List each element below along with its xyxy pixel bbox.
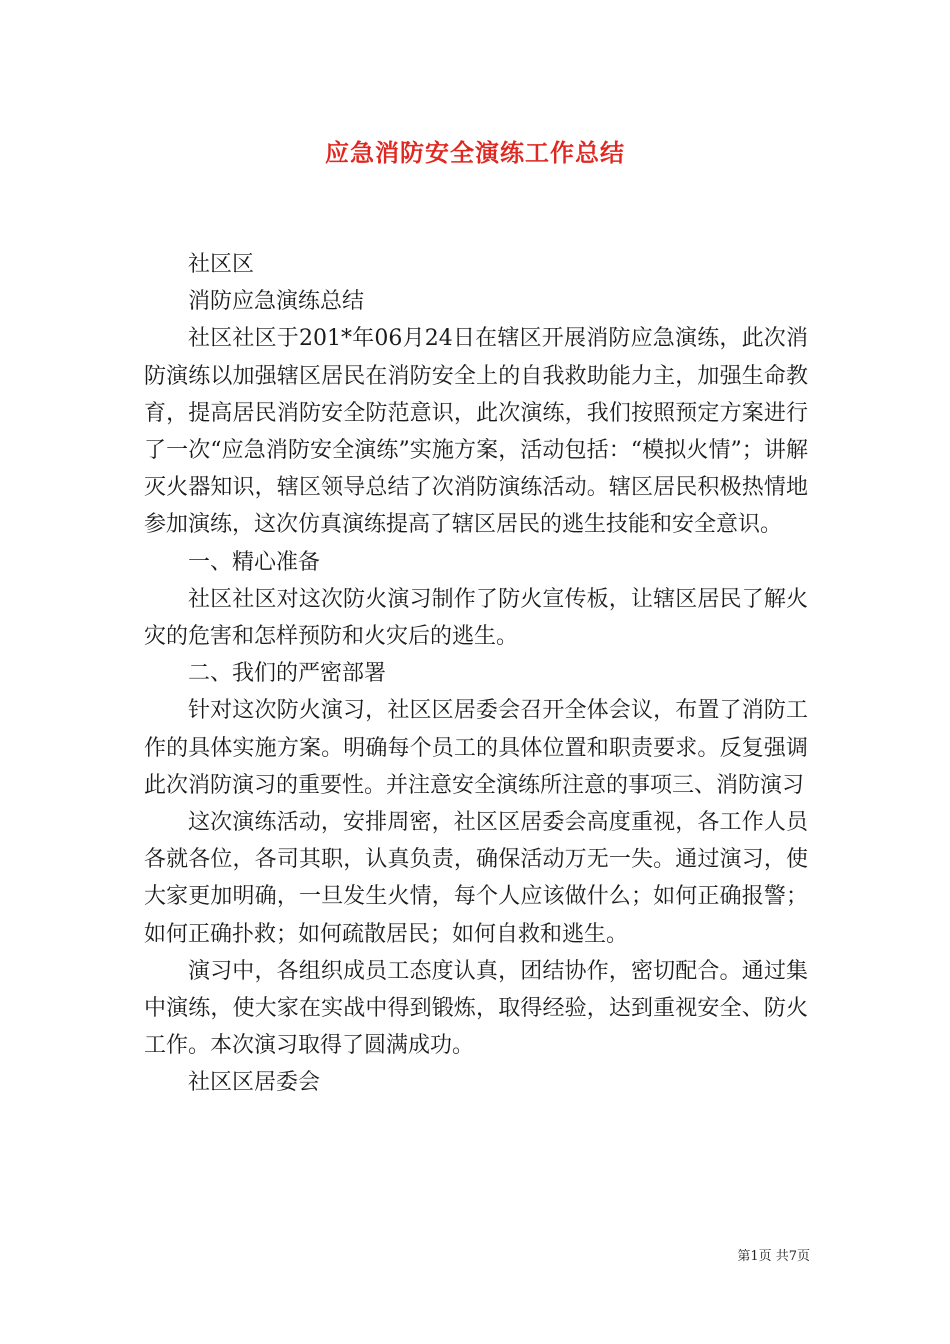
section-heading-preparation: 一、精心准备 (188, 549, 321, 575)
document-title: 应急消防安全演练工作总结 (325, 139, 625, 167)
paragraph-deployment: 针对这次防火演习，社区区居委会召开全体会议，布置了消防工作的具体实施方案。明确每个员工的具体位置和职责要求。反复强调此次消防演习的重要性。并注意安全演练所注意的事项三、消防演习 (144, 698, 808, 798)
page-number (700, 1245, 810, 1264)
document-body (144, 246, 808, 1102)
paragraph-preparation: 社区社区对这次防火演习制作了防火宣传板，让辖区居民了解火灾的危害和怎样预防和火灾后的逃生。 (144, 586, 808, 650)
section-heading-deployment: 二、我们的严密部署 (188, 661, 387, 687)
paragraph-subtitle: 消防应急演练总结 (188, 289, 365, 315)
paragraph-community: 社区区 (188, 252, 255, 277)
paragraph-drill-result: 演习中，各组织成员工态度认真，团结协作，密切配合。通过集中演练，使大家在实战中得到锻炼，取得经验，达到重视安全、防火工作。本次演习取得了圆满成功。 (144, 958, 808, 1059)
paragraph-intro: 社区社区于201*年06月24日在辖区开展消防应急演练，此次消防演练以加强辖区居民在消防安全上的自我救助能力主，加强生命教育，提高居民消防安全防范意识，此次演练，我们按照预定方案进行了一次“应急消防安全演练”实施方案，活动包括：“模拟火情”；讲解灭火器知识，辖区领导总结了次消防演练活动。辖区居民积极热情地参加演练，这次仿真演练提高了辖区居民的逃生技能和安全意识。 (144, 326, 808, 538)
paragraph-signature: 社区区居委会 (188, 1070, 321, 1096)
paragraph-drill-activity: 这次演练活动，安排周密，社区区居委会高度重视，各工作人员各就各位，各司其职，认真负责，确保活动万无一失。通过演习，使大家更加明确，一旦发生火情，每个人应该做什么；如何正确报警；如何正确扑救；如何疏散居民；如何自救和逃生。 (144, 810, 808, 947)
page-number-label: 第1页 共7页 (737, 1249, 810, 1264)
